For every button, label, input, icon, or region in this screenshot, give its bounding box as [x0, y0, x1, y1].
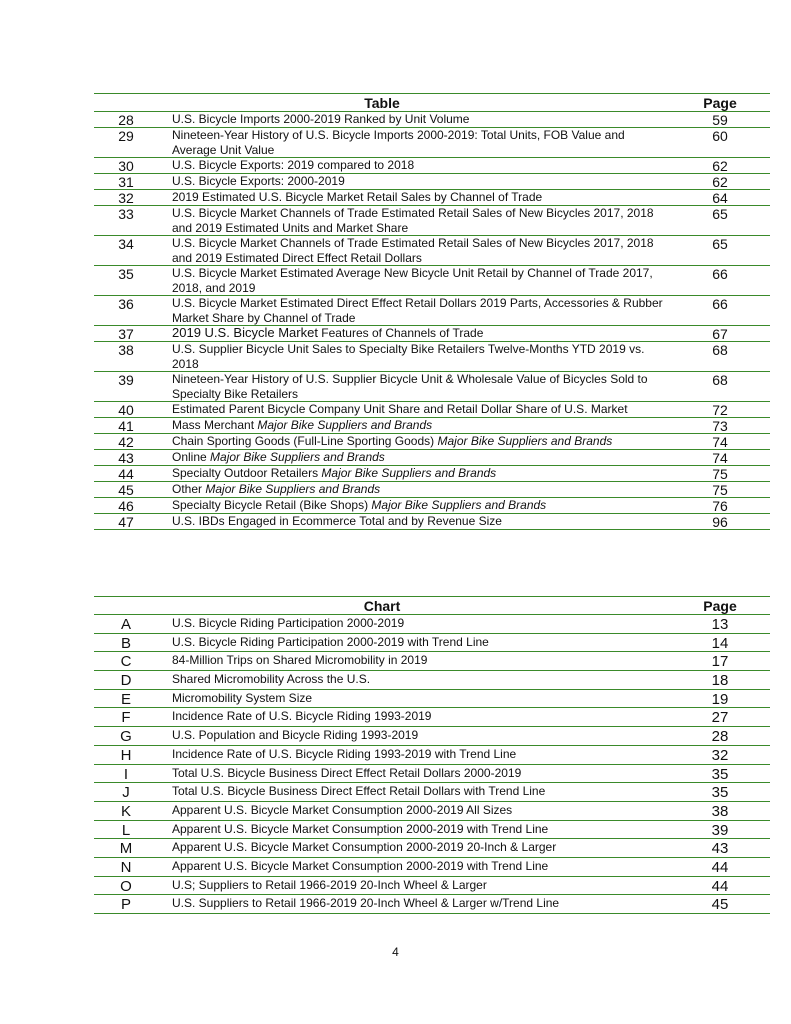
entry-page: 45: [711, 896, 729, 914]
entry-number: H: [120, 746, 132, 764]
entry-title-segment: U.S. Bicycle Market Estimated Average New Bicycle Unit Retail by Channel of Trade 2017, 2018, and 2019: [172, 266, 653, 295]
entry-number: 35: [118, 266, 134, 282]
charts-header: [94, 596, 770, 615]
entry-number: 29: [118, 128, 134, 144]
entry-number: 28: [118, 112, 134, 128]
list-item: [94, 802, 770, 821]
entry-title: [158, 690, 670, 707]
entry-number: L: [121, 821, 131, 839]
list-item: [94, 482, 770, 498]
list-item: [94, 372, 770, 402]
entry-title-segment: Apparent U.S. Bicycle Market Consumption 2000-2019 All Sizes: [172, 802, 513, 817]
entry-number: 42: [118, 434, 134, 450]
list-item: [94, 158, 770, 174]
entry-number: J: [122, 784, 130, 802]
entry-title: [158, 895, 670, 912]
entry-title-segment: Incidence Rate of U.S. Bicycle Riding 1993-2019: [172, 709, 432, 724]
entry-title: [158, 708, 670, 725]
list-item: [94, 727, 770, 746]
list-item: [94, 174, 770, 190]
list-item: [94, 236, 770, 266]
entry-page: 74: [712, 434, 728, 450]
entry-page: 60: [712, 128, 728, 144]
entry-title-segment: U.S. Bicycle Market Channels of Trade Estimated Retail Sales of New Bicycles 2017, 2018 and 2019 Estimated Units and Market Share: [172, 206, 654, 235]
entry-page: 32: [711, 746, 729, 764]
entry-page: 96: [712, 514, 728, 530]
entry-number: I: [123, 765, 129, 783]
entry-number: 36: [118, 296, 134, 312]
table-of-tables: [94, 93, 770, 530]
entry-title: [158, 634, 670, 651]
entry-number: O: [120, 877, 132, 895]
list-item: [94, 434, 770, 450]
entry-title-segment: Major Bike Suppliers and Brands: [371, 498, 547, 512]
entry-title-segment: Specialty Bicycle Retail (Bike Shops): [172, 498, 372, 512]
entry-number: 41: [118, 418, 134, 434]
entry-number: P: [120, 896, 131, 914]
entry-title: [158, 858, 670, 875]
entry-title-segment: Apparent U.S. Bicycle Market Consumption 2000-2019 20-Inch & Larger: [172, 840, 557, 855]
entry-title-segment: U.S. Bicycle Riding Participation 2000-2019: [172, 616, 405, 630]
entry-page: 72: [712, 402, 728, 418]
list-item: [94, 266, 770, 296]
entry-page: 64: [712, 190, 728, 206]
entry-title: [158, 727, 670, 744]
entry-number: 31: [118, 174, 134, 190]
tables-header-page: Page: [703, 94, 737, 111]
entry-page: 74: [712, 450, 728, 466]
entry-page: 43: [711, 840, 729, 858]
entry-number: F: [121, 709, 131, 727]
entry-title-segment: Online: [172, 450, 211, 464]
entry-page: 28: [711, 728, 729, 746]
entry-title-segment: U.S. IBDs Engaged in Ecommerce Total and by Revenue Size: [172, 514, 502, 528]
entry-title: [158, 372, 670, 401]
entry-page: 59: [712, 112, 728, 128]
entry-title: [158, 498, 670, 513]
tables-header-title: Table: [364, 94, 400, 111]
entry-title-segment: U.S. Bicycle Exports: 2019 compared to 2018: [172, 158, 415, 172]
entry-title-segment: Micromobility System Size: [172, 690, 313, 705]
entry-page: 66: [712, 296, 728, 312]
list-item: [94, 858, 770, 877]
entry-title: [158, 783, 670, 800]
entry-title: [158, 877, 670, 894]
entry-number: 30: [118, 158, 134, 174]
list-item: [94, 450, 770, 466]
entry-page: 39: [711, 821, 729, 839]
entry-title: [158, 112, 670, 127]
list-item: [94, 206, 770, 236]
entry-page: 13: [711, 616, 729, 633]
list-item: [94, 128, 770, 158]
entry-page: 62: [712, 158, 728, 174]
entry-page: 14: [711, 634, 729, 652]
entry-title-segment: 2019 Estimated U.S. Bicycle Market Retail Sales by Channel of Trade: [172, 190, 543, 204]
entry-title-segment: Total U.S. Bicycle Business Direct Effect Retail Dollars 2000-2019: [172, 765, 522, 780]
entry-title: [158, 466, 670, 481]
entry-title-segment: U.S. Bicycle Market Channels of Trade Estimated Retail Sales of New Bicycles 2017, 2018 and 2019 Estimated Direct Effect Retail Dollars: [172, 236, 654, 265]
entry-page: 65: [712, 236, 728, 252]
entry-number: 40: [118, 402, 134, 418]
entry-title-segment: Estimated Parent Bicycle Company Unit Share and Retail Dollar Share of U.S. Market: [172, 402, 628, 416]
entry-page: 44: [711, 877, 729, 895]
entry-page: 27: [711, 709, 729, 727]
list-item: [94, 498, 770, 514]
entry-title: [158, 514, 670, 529]
entry-title: [158, 128, 670, 157]
entry-number: 38: [118, 342, 134, 358]
entry-title-segment: Apparent U.S. Bicycle Market Consumption 2000-2019 with Trend Line: [172, 821, 549, 836]
charts-header-page: Page: [703, 597, 737, 614]
table-of-charts: [94, 596, 770, 914]
entry-number: 37: [118, 326, 134, 342]
list-item: [94, 652, 770, 671]
entry-title-segment: Incidence Rate of U.S. Bicycle Riding 1993-2019 with Trend Line: [172, 746, 517, 761]
entry-page: 19: [711, 690, 729, 708]
entry-title: [158, 746, 670, 763]
list-item: [94, 296, 770, 326]
charts-header-title: Chart: [363, 597, 401, 614]
entry-number: C: [120, 653, 132, 671]
entry-title: [158, 174, 670, 189]
entry-title-segment: 84-Million Trips on Shared Micromobility in 2019: [172, 653, 428, 668]
list-item: [94, 418, 770, 434]
entry-title-segment: Nineteen-Year History of U.S. Bicycle Imports 2000-2019: Total Units, FOB Value and Average Unit Value: [172, 128, 625, 157]
entry-title-segment: U.S. Bicycle Imports 2000-2019 Ranked by Unit Volume: [172, 112, 470, 126]
entry-title-segment: U.S. Bicycle Market Estimated Direct Effect Retail Dollars 2019 Parts, Accessories & Rubber Market Share by Channel of Trade: [172, 296, 663, 325]
entry-title-segment: U.S. Supplier Bicycle Unit Sales to Specialty Bike Retailers Twelve-Months YTD 2019 vs. 2018: [172, 342, 645, 371]
entry-number: 39: [118, 372, 134, 388]
entry-page: 65: [712, 206, 728, 222]
entry-title-segment: Other: [172, 482, 206, 496]
entry-number: K: [120, 802, 131, 820]
entry-page: 62: [712, 174, 728, 190]
entry-page: 17: [711, 653, 729, 671]
entry-number: A: [120, 616, 131, 633]
entry-page: 75: [712, 466, 728, 482]
entry-title-segment: U.S. Population and Bicycle Riding 1993-2019: [172, 728, 419, 743]
list-item: [94, 877, 770, 896]
list-item: [94, 342, 770, 372]
entry-title: [158, 206, 670, 235]
entry-title: [158, 671, 670, 688]
list-item: [94, 821, 770, 840]
list-item: [94, 746, 770, 765]
entry-page: 35: [711, 765, 729, 783]
entry-number: N: [120, 858, 132, 876]
entry-page: 73: [712, 418, 728, 434]
entry-page: 76: [712, 498, 728, 514]
list-item: [94, 402, 770, 418]
entry-number: M: [119, 840, 133, 858]
entry-title-segment: Major Bike Suppliers and Brands: [257, 418, 433, 432]
entry-title-segment: Major Bike Suppliers and Brands: [321, 466, 497, 480]
entry-title: [158, 158, 670, 173]
entry-number: 43: [118, 450, 134, 466]
entry-title: [158, 482, 670, 497]
entry-title: [158, 266, 670, 295]
entry-number: 45: [118, 482, 134, 498]
entry-title-segment: Major Bike Suppliers and Brands: [437, 434, 613, 448]
list-item: [94, 765, 770, 784]
list-item: [94, 466, 770, 482]
entry-title-segment: Specialty Outdoor Retailers: [172, 466, 322, 480]
entry-page: 35: [711, 784, 729, 802]
page-number: 4: [392, 945, 399, 959]
entry-page: 68: [712, 372, 728, 388]
entry-number: G: [120, 728, 132, 746]
entry-title-segment: Total U.S. Bicycle Business Direct Effect Retail Dollars with Trend Line: [172, 784, 546, 799]
entry-title-segment: U.S. Bicycle Exports: 2000-2019: [172, 174, 345, 188]
entry-number: D: [120, 672, 132, 690]
list-item: [94, 326, 770, 342]
list-item: [94, 839, 770, 858]
entry-title: [158, 450, 670, 465]
entry-number: 46: [118, 498, 134, 514]
entry-page: 67: [712, 326, 728, 342]
tables-header: [94, 93, 770, 112]
entry-title: [158, 615, 670, 632]
entry-title: [158, 402, 670, 417]
entry-title-segment: U.S. Bicycle Riding Participation 2000-2019 with Trend Line: [172, 634, 489, 649]
charts-rows: [94, 615, 770, 914]
entry-title: [158, 418, 670, 433]
entry-title-segment: 2019 U.S. Bicycle Market: [172, 325, 318, 340]
entry-number: E: [120, 690, 131, 708]
entry-title-segment: U.S; Suppliers to Retail 1966-2019 20-Inch Wheel & Larger: [172, 877, 487, 892]
entry-title: [158, 821, 670, 838]
entry-page: 68: [712, 342, 728, 358]
entry-number: 34: [118, 236, 134, 252]
entry-title-segment: Major Bike Suppliers and Brands: [205, 482, 381, 496]
entry-page: 75: [712, 482, 728, 498]
entry-title: [158, 342, 670, 371]
entry-title: [158, 839, 670, 856]
entry-number: 32: [118, 190, 134, 206]
list-item: [94, 783, 770, 802]
list-item: [94, 634, 770, 653]
entry-title-segment: Apparent U.S. Bicycle Market Consumption 2000-2019 with Trend Line: [172, 858, 549, 873]
list-item: [94, 190, 770, 206]
entry-page: 38: [711, 802, 729, 820]
entry-number: 47: [118, 514, 134, 530]
entry-title: [158, 190, 670, 205]
entry-title-segment: Nineteen-Year History of U.S. Supplier Bicycle Unit & Wholesale Value of Bicycles Sold to Specialty Bike Retailers: [172, 372, 648, 401]
entry-title-segment: U.S. Suppliers to Retail 1966-2019 20-Inch Wheel & Larger w/Trend Line: [172, 896, 560, 911]
entry-title: [158, 236, 670, 265]
entry-title: [158, 765, 670, 782]
entry-title: [158, 434, 670, 449]
entry-number: B: [120, 634, 131, 652]
entry-title-segment: Shared Micromobility Across the U.S.: [172, 672, 371, 687]
list-item: [94, 615, 770, 634]
list-item: [94, 514, 770, 530]
entry-title-segment: Mass Merchant: [172, 418, 258, 432]
entry-title-segment: Features of Channels of Trade: [317, 326, 484, 340]
list-item: [94, 671, 770, 690]
entry-title: [158, 652, 670, 669]
tables-rows: [94, 112, 770, 530]
entry-title-segment: Major Bike Suppliers and Brands: [210, 450, 385, 464]
list-item: [94, 895, 770, 914]
entry-number: 33: [118, 206, 134, 222]
entry-page: 18: [711, 672, 729, 690]
entry-title: [158, 326, 670, 341]
entry-page: 66: [712, 266, 728, 282]
entry-page: 44: [711, 858, 729, 876]
list-item: [94, 708, 770, 727]
entry-title: [158, 802, 670, 819]
list-item: [94, 690, 770, 709]
entry-title: [158, 296, 670, 325]
entry-title-segment: Chain Sporting Goods (Full-Line Sporting Goods): [172, 434, 438, 448]
entry-number: 44: [118, 466, 134, 482]
list-item: [94, 112, 770, 128]
